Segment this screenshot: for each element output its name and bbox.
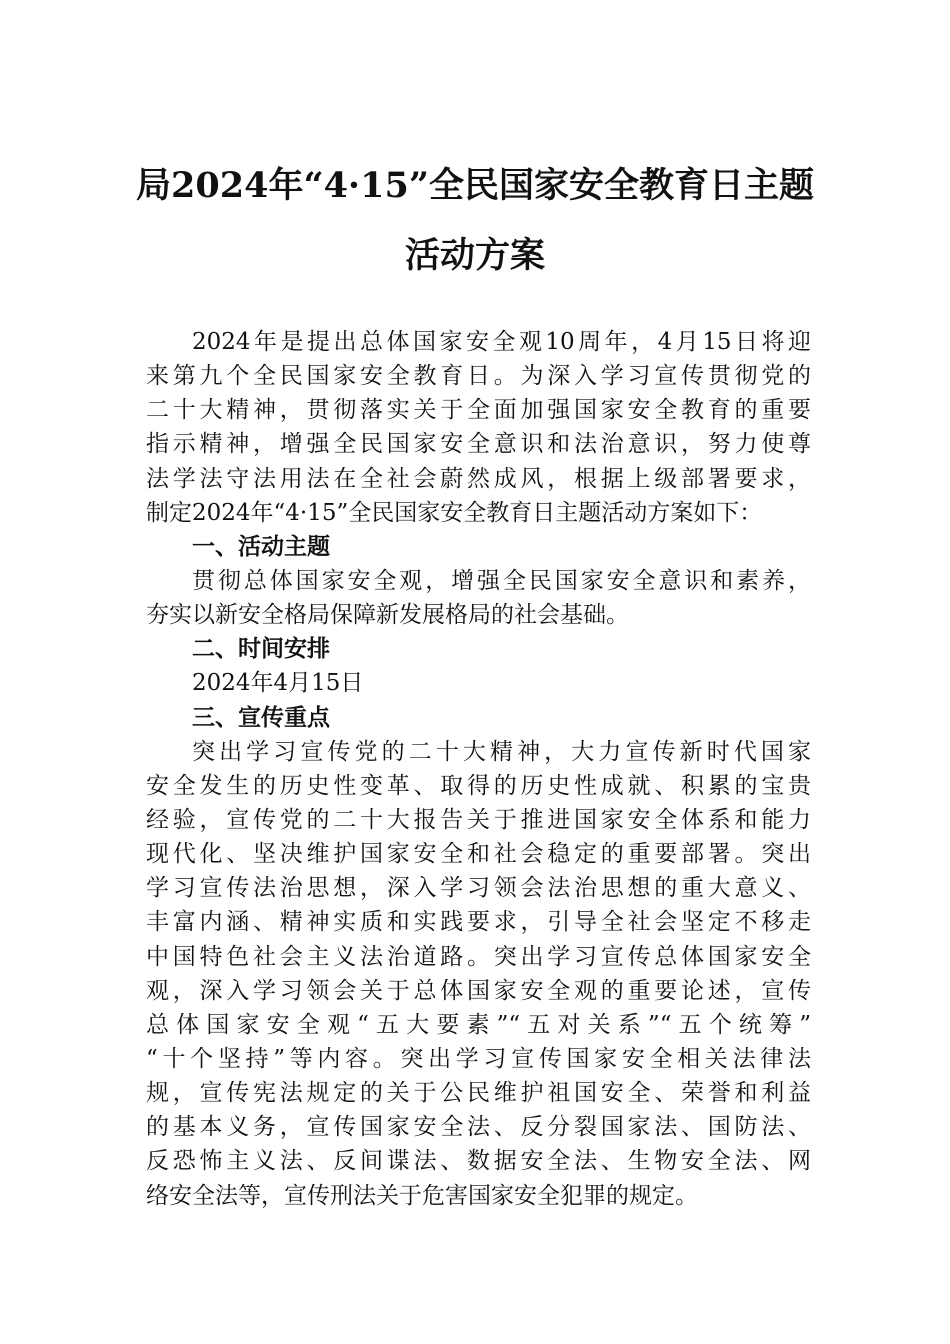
section-theme-line: 贯彻总体国家安全观，增强全民国家安全意识和素养， [192, 567, 811, 594]
section-focus-line: 现代化、坚决维护国家安全和社会稳定的重要部署。突出 [146, 841, 811, 868]
intro-line: 法学法守法用法在全社会蔚然成风，根据上级部署要求， [146, 465, 811, 492]
section-focus-line: 突出学习宣传党的二十大精神，大力宣传新时代国家 [192, 738, 811, 765]
section-focus-line: 规，宣传宪法规定的关于公民维护祖国安全、荣誉和利益 [146, 1080, 811, 1107]
section-focus-line: 反恐怖主义法、反间谍法、数据安全法、生物安全法、网 [146, 1148, 811, 1175]
section-heading-schedule: 二、时间安排 [192, 636, 330, 663]
section-focus-line: 的基本义务，宣传国家安全法、反分裂国家法、国防法、 [146, 1114, 811, 1141]
section-focus-line: 总体国家安全观“五大要素”“五对关系”“五个统筹” [146, 1011, 811, 1038]
section-focus-line: 中国特色社会主义法治道路。突出学习宣传总体国家安全 [146, 943, 811, 970]
section-schedule-date: 2024年4月15日 [192, 670, 364, 697]
section-focus-line: 学习宣传法治思想，深入学习领会法治思想的重大意义、 [146, 875, 811, 902]
section-theme-line: 夯实以新安全格局保障新发展格局的社会基础。 [146, 602, 629, 629]
section-focus-line: 观，深入学习领会关于总体国家安全观的重要论述，宣传 [146, 977, 811, 1004]
document-title-line-2: 活动方案 [404, 235, 545, 276]
document-body [146, 325, 811, 1213]
intro-line: 指示精神，增强全民国家安全意识和法治意识，努力使尊 [146, 431, 811, 458]
section-focus-line: 络安全法等，宣传刑法关于危害国家安全犯罪的规定。 [146, 1182, 698, 1209]
section-focus-line: 经验，宣传党的二十大报告关于推进国家安全体系和能力 [146, 806, 811, 833]
intro-line: 来第九个全民国家安全教育日。为深入学习宣传贯彻党的 [146, 363, 811, 390]
section-focus-line: 安全发生的历史性变革、取得的历史性成就、积累的宝贵 [146, 772, 811, 799]
section-heading-theme: 一、活动主题 [192, 533, 330, 560]
section-focus-line: 丰富内涵、精神实质和实践要求，引导全社会坚定不移走 [146, 909, 811, 936]
document-title-line-1: 局2024年“4·15”全民国家安全教育日主题 [136, 165, 814, 206]
section-focus-line: “十个坚持”等内容。突出学习宣传国家安全相关法律法 [146, 1045, 811, 1072]
intro-line: 制定2024年“4·15”全民国家安全教育日主题活动方案如下： [146, 499, 763, 526]
intro-line: 二十大精神，贯彻落实关于全面加强国家安全教育的重要 [146, 397, 811, 424]
section-heading-focus: 三、宣传重点 [192, 704, 330, 731]
intro-line: 2024年是提出总体国家安全观10周年，4月15日将迎 [192, 329, 811, 355]
